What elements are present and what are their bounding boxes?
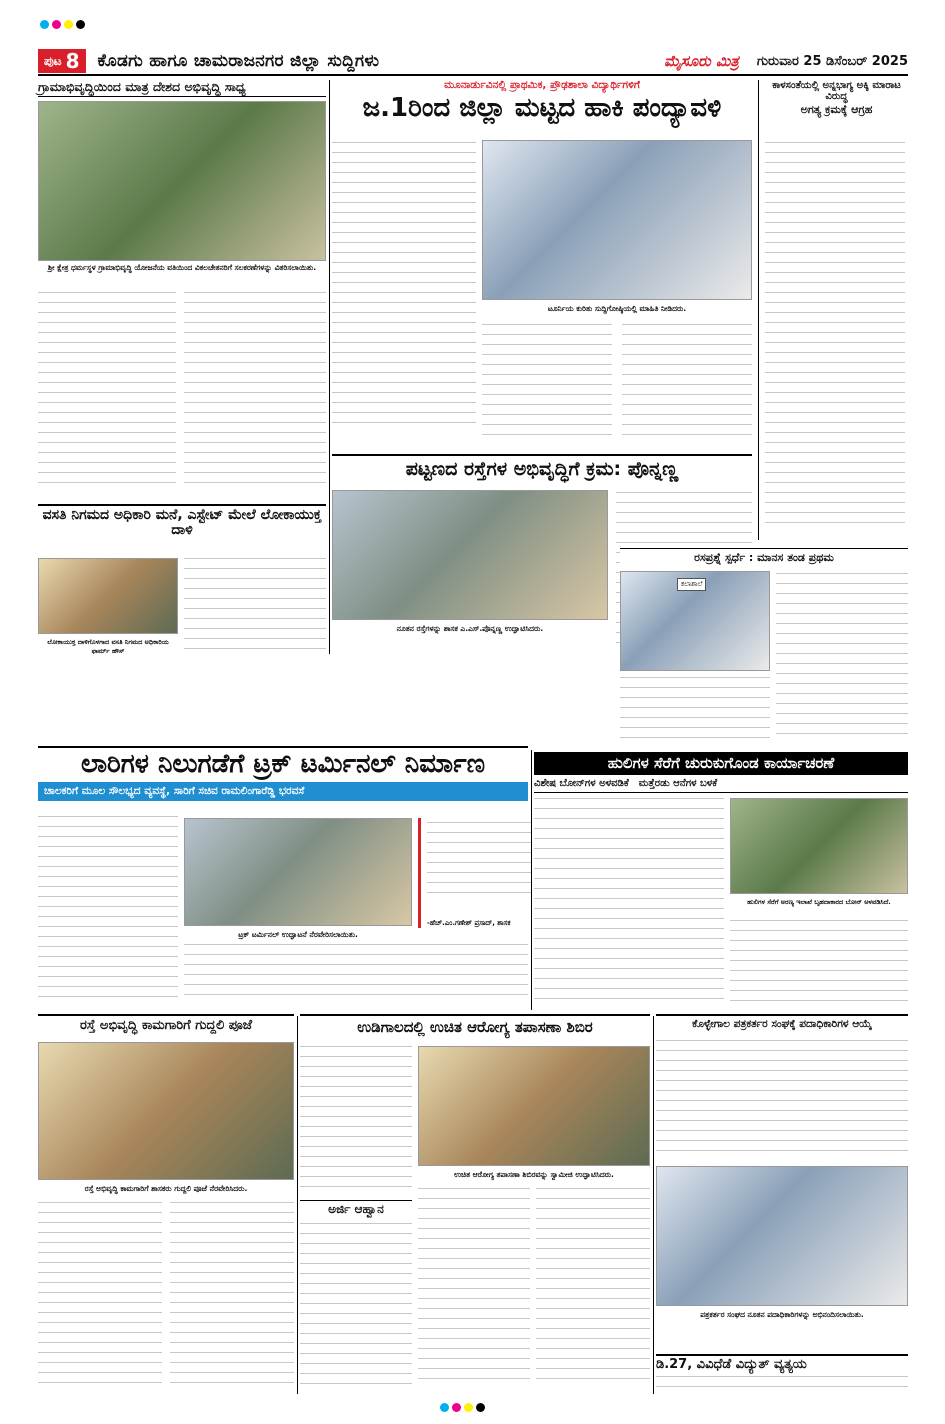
registration-mark [452, 1403, 461, 1412]
story-kalasa [758, 80, 908, 540]
registration-mark [40, 20, 49, 29]
body-text [656, 1376, 908, 1398]
story-photo [730, 798, 908, 894]
subhead-2: ಮತ್ತೆರಡು ಆನೆಗಳ ಬಳಕೆ [638, 777, 718, 789]
column-rule [531, 750, 532, 1010]
body-text [184, 558, 326, 654]
body-text [765, 142, 905, 534]
body-text [656, 1040, 908, 1158]
story-photo [38, 1042, 294, 1180]
page-number: 8 [65, 49, 80, 73]
body-text [38, 292, 176, 498]
paper-logo: ಮೈಸೂರು ಮಿತ್ರ [664, 52, 739, 70]
body-text [418, 1188, 530, 1392]
story-headline: ಲಾರಿಗಳ ನಿಲುಗಡೆಗೆ ಟ್ರಕ್ ಟರ್ಮಿನಲ್ ನಿರ್ಮಾಣ [80, 749, 486, 779]
story-headline: ಉಡಿಗಾಲದಲ್ಲಿ ಉಚಿತ ಆರೋಗ್ಯ ತಪಾಸಣಾ ಶಿಬಿರ [357, 1018, 593, 1036]
story-applications [300, 1200, 412, 1392]
story-photo [482, 140, 752, 300]
story-photo [38, 558, 178, 634]
registration-mark [476, 1403, 485, 1412]
body-text [184, 944, 528, 1008]
registration-mark [464, 1403, 473, 1412]
story-headline: ಅಗತ್ಯ ಕ್ರಮಕ್ಕೆ ಆಗ್ರಹ [800, 103, 873, 116]
photo-caption: ಶ್ರೀ ಕ್ಷೇತ್ರ ಧರ್ಮಸ್ಥಳ ಗ್ರಾಮಾಭಿವೃದ್ಧಿ ಯೋಜನೆಯ ವತಿಯಿಂದ ವಿಕಲಚೇತನರಿಗೆ ಸಲಕರಣೆಗಳನ್ನು ವಿತರಿಸಲಾಯಿತು. [47, 262, 317, 272]
issue-date: ಗುರುವಾರ 25 ಡಿಸೆಂಬರ್ 2025 [756, 53, 908, 69]
body-text [536, 1188, 650, 1392]
body-text [776, 573, 908, 743]
story-kollegal [656, 1014, 908, 1350]
story-headline: ಹುಲಿಗಳ ಸೆರೆಗೆ ಚುರುಕುಗೊಂಡ ಕಾರ್ಯಾಚರಣೆ [534, 752, 908, 775]
story-hostel [38, 504, 326, 654]
story-subheads [534, 775, 908, 793]
body-text [482, 324, 612, 442]
body-text [184, 292, 326, 498]
column-rule [329, 80, 330, 654]
photo-caption: ಉಚಿತ ಆರೋಗ್ಯ ತಪಾಸಣಾ ಶಿಬಿರವನ್ನು ಸ್ವಾಮೀಜಿ ಉದ್ಘಾಟಿಸಿದರು. [454, 1170, 614, 1179]
photo-caption: ರಸ್ತೆ ಅಭಿವೃದ್ಧಿ ಕಾಮಗಾರಿಗೆ ಶಾಸಕರು ಗುದ್ದಲಿ ಪೂಜೆ ನೆರವೇರಿಸಿದರು. [84, 1184, 248, 1193]
pull-quote [418, 818, 528, 928]
story-truck [38, 746, 528, 1010]
quote-text [427, 822, 531, 908]
body-text [300, 1046, 412, 1196]
story-headline: ಕೊಳ್ಳೇಗಾಲ ಪತ್ರಕರ್ತರ ಸಂಘಕ್ಕೆ ಪದಾಧಿಕಾರಿಗಳ ಆಯ್ಕೆ [692, 1018, 872, 1030]
story-headline: ಗ್ರಾಮಾಭಿವೃದ್ಧಿಯಿಂದ ಮಾತ್ರ ದೇಶದ ಅಭಿವೃದ್ಧಿ ಸಾಧ್ಯ [38, 80, 326, 97]
story-power [656, 1354, 908, 1398]
story-road-puja [38, 1014, 294, 1394]
story-photo [332, 490, 608, 620]
photo-caption: ಟೂರ್ನಿಯ ಕುರಿತು ಸುದ್ದಿಗೋಷ್ಠಿಯಲ್ಲಿ ಮಾಹಿತಿ ನೀಡಿದರು. [547, 304, 687, 313]
story-headline: ರಸ್ತೆ ಅಭಿವೃದ್ಧಿ ಕಾಮಗಾರಿಗೆ ಗುದ್ದಲಿ ಪೂಜೆ [79, 1018, 253, 1033]
story-health [300, 1014, 650, 1394]
story-photo [656, 1166, 908, 1306]
body-text [622, 324, 752, 442]
body-text [38, 1202, 162, 1392]
photo-caption: ಟ್ರಕ್ ಟರ್ಮಿನಲ್ ಉದ್ಘಾಟನೆ ನೆರವೇರಿಸಲಾಯಿತು. [238, 930, 358, 939]
column-rule [653, 1016, 654, 1394]
page-number-badge [38, 49, 86, 73]
body-text [300, 1223, 412, 1391]
story-headline: ಪಟ್ಟಣದ ರಸ್ತೆಗಳ ಅಭಿವೃದ್ಧಿಗೆ ಕ್ರಮ: ಪೊನ್ನಣ್ಣ [405, 458, 679, 480]
story-kicker: ಕಾಳಸಂತೆಯಲ್ಲಿ ಅನ್ನಭಾಗ್ಯ ಅಕ್ಕಿ ಮಾರಾಟ ವಿರುದ್ಧ [772, 80, 901, 102]
photo-caption: ಲೋಕಾಯುಕ್ತ ದಾಳಿಗೊಳಗಾದ ವಸತಿ ನಿಗಮದ ಅಧಿಕಾರಿಯ ಫಾರ್ಮ್ ಹೌಸ್ [47, 638, 169, 655]
photo-caption: ಹುಲಿಗಳ ಸೆರೆಗೆ ಅರಣ್ಯ ಇಲಾಖೆ ಬೃಹದಾಕಾರದ ಬೋನ್ ಅಳವಡಿಸಿದೆ. [747, 898, 891, 906]
registration-mark [440, 1403, 449, 1412]
story-essay [620, 548, 908, 748]
page-label: ಪುಟ [44, 53, 62, 68]
subhead-1: ವಿಶೇಷ ಬೋನ್‌ಗಳ ಅಳವಡಿಕೆ [534, 777, 629, 789]
story-headline: ಜ.1ರಿಂದ ಜಿಲ್ಲಾ ಮಟ್ಟದ ಹಾಕಿ ಪಂದ್ಯಾವಳಿ [362, 92, 722, 123]
story-village-dev [38, 80, 326, 500]
body-text [170, 1202, 294, 1392]
story-subhead-banner: ಚಾಲಕರಿಗೆ ಮೂಲ ಸೌಲಭ್ಯದ ವ್ಯವಸ್ಥೆ, ಸಾರಿಗೆ ಸಚಿವ ರಾಮಲಿಂಗಾರೆಡ್ಡಿ ಭರವಸೆ [38, 782, 528, 801]
story-headline: ವಸತಿ ನಿಗಮದ ಅಧಿಕಾರಿ ಮನೆ, ಎಸ್ಟೇಟ್ ಮೇಲೆ ಲೋಕಾಯುಕ್ತ ದಾಳಿ [42, 507, 322, 539]
story-headline: ರಸಪ್ರಶ್ನೆ ಸ್ಪರ್ಧೆ : ಮಾನಸ ತಂಡ ಪ್ರಥಮ [694, 551, 834, 564]
page-masthead [38, 48, 908, 76]
registration-mark [76, 20, 85, 29]
story-photo [620, 571, 770, 671]
body-text [38, 816, 178, 1006]
story-headline: ಡಿ.27, ವಿವಿಧೆಡೆ ವಿದ್ಯುತ್ ವ್ಯತ್ಯಯ [656, 1357, 807, 1372]
story-photo [184, 818, 412, 926]
section-title: ಕೊಡಗು ಹಾಗೂ ಚಾಮರಾಜನಗರ ಜಿಲ್ಲಾ ಸುದ್ದಿಗಳು [97, 51, 380, 71]
registration-mark [64, 20, 73, 29]
story-photo [38, 101, 326, 261]
column-rule [297, 1016, 298, 1394]
body-text [534, 798, 724, 1008]
story-headline: ಅರ್ಜಿ ಆಹ್ವಾನ [328, 1202, 384, 1216]
story-kicker: ಮೂನಾರ್ಡುವಿನಲ್ಲಿ ಪ್ರಾಥಮಿಕ, ಪ್ರೌಢಶಾಲಾ ವಿದ್ಯಾರ್ಥಿಗಳಿಗೆ [444, 79, 640, 91]
story-photo [418, 1046, 650, 1166]
photo-caption: ಪತ್ರಕರ್ತರ ಸಂಘದ ನೂತನ ಪದಾಧಿಕಾರಿಗಳನ್ನು ಅಭಿನಂದಿಸಲಾಯಿತು. [700, 1310, 864, 1319]
story-hockey [332, 80, 752, 450]
body-text [332, 142, 476, 442]
photo-caption: ನೂತನ ರಸ್ತೆಗಳನ್ನು ಶಾಸಕ ಎ.ಎಸ್.ಪೊನ್ನಣ್ಣ ಉದ್ಘಾಟಿಸಿದರು. [396, 624, 544, 633]
registration-mark [52, 20, 61, 29]
school-board: ಕಲಾಶಾಲೆ [677, 578, 706, 591]
story-tiger [534, 752, 908, 1010]
body-text [730, 920, 908, 1008]
quote-author: -ಹೆಚ್.ಎಂ.ಗಣೇಶ್ ಪ್ರಸಾದ್, ಶಾಸಕ [427, 919, 511, 927]
body-text [620, 677, 770, 743]
